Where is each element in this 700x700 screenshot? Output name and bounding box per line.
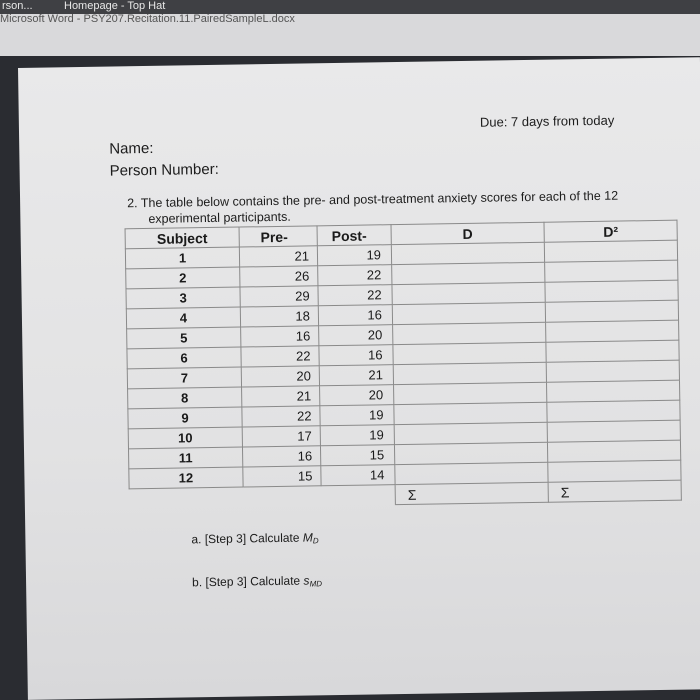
- sum-spacer: [129, 487, 243, 509]
- pre-score-cell: 26: [240, 266, 318, 287]
- d-cell[interactable]: [392, 262, 545, 284]
- d-squared-cell[interactable]: [546, 360, 679, 382]
- due-date: Due: 7 days from today: [479, 112, 615, 130]
- document-page: [18, 57, 700, 700]
- person-number-label: Person Number:: [109, 160, 219, 180]
- subject-cell: 10: [128, 427, 242, 449]
- pre-score-cell: 17: [242, 426, 320, 447]
- subject-cell: 8: [128, 387, 242, 409]
- std-error-subscript: MD: [309, 579, 323, 589]
- d-squared-cell[interactable]: [547, 440, 680, 462]
- d-squared-cell[interactable]: [545, 280, 678, 302]
- post-score-cell: 21: [319, 365, 393, 386]
- tab-left[interactable]: rson...: [2, 0, 33, 12]
- post-score-cell: 19: [320, 405, 394, 426]
- subquestion-a: [191, 530, 318, 547]
- pre-score-cell: 22: [242, 406, 320, 427]
- header-pre: Pre-: [239, 226, 317, 247]
- mean-d-symbol: M: [302, 530, 313, 545]
- sum-spacer: [321, 485, 395, 506]
- d-cell[interactable]: [393, 362, 546, 384]
- subquestion-b: [192, 573, 322, 590]
- post-score-cell: 16: [319, 345, 393, 366]
- d-squared-cell[interactable]: [546, 340, 679, 362]
- subject-cell: 6: [127, 347, 241, 369]
- d-cell[interactable]: [394, 442, 547, 464]
- post-score-cell: 22: [318, 265, 392, 286]
- pre-score-cell: 18: [240, 306, 318, 327]
- d-squared-cell[interactable]: [547, 420, 680, 442]
- sum-spacer: [243, 486, 321, 507]
- browser-bar: [0, 0, 700, 56]
- sum-d-squared-cell[interactable]: Σ: [548, 480, 681, 502]
- pre-score-cell: 21: [239, 246, 317, 267]
- tab-homepage[interactable]: Homepage - Top Hat: [64, 0, 166, 12]
- d-cell[interactable]: [392, 302, 545, 324]
- pre-score-cell: 16: [241, 326, 319, 347]
- d-cell[interactable]: [394, 382, 547, 404]
- mean-d-subscript: D: [312, 536, 319, 546]
- post-score-cell: 20: [319, 325, 393, 346]
- pre-score-cell: 15: [243, 466, 321, 487]
- subject-cell: 7: [127, 367, 241, 389]
- d-cell[interactable]: [393, 322, 546, 344]
- d-cell[interactable]: [394, 422, 547, 444]
- post-score-cell: 19: [320, 425, 394, 446]
- pre-score-cell: 22: [241, 346, 319, 367]
- d-cell[interactable]: [391, 242, 544, 264]
- subject-cell: 3: [126, 287, 240, 309]
- std-error-symbol: s: [303, 573, 310, 588]
- d-cell[interactable]: [394, 402, 547, 424]
- d-squared-cell[interactable]: [544, 240, 677, 262]
- subject-cell: 4: [126, 307, 240, 329]
- post-score-cell: 15: [320, 445, 394, 466]
- post-score-cell: 16: [318, 305, 392, 326]
- d-squared-cell[interactable]: [545, 300, 678, 322]
- pre-score-cell: 16: [242, 446, 320, 467]
- scores-table: [125, 220, 682, 510]
- subject-cell: 12: [129, 467, 243, 489]
- post-score-cell: 14: [321, 465, 395, 486]
- post-score-cell: 20: [320, 385, 394, 406]
- post-score-cell: 19: [317, 245, 391, 266]
- d-squared-cell[interactable]: [547, 400, 680, 422]
- d-cell[interactable]: [392, 282, 545, 304]
- post-score-cell: 22: [318, 285, 392, 306]
- d-squared-cell[interactable]: [547, 380, 680, 402]
- subject-cell: 5: [127, 327, 241, 349]
- question-line-2: experimental participants.: [148, 209, 291, 226]
- subquestion-a-text: a. [Step 3] Calculate: [191, 530, 303, 547]
- d-squared-cell[interactable]: [546, 320, 679, 342]
- subquestion-b-text: b. [Step 3] Calculate: [191, 573, 304, 590]
- d-cell[interactable]: [395, 462, 548, 484]
- d-cell[interactable]: [393, 342, 546, 364]
- pre-score-cell: 29: [240, 286, 318, 307]
- d-squared-cell[interactable]: [548, 460, 681, 482]
- question-line-1: 2. The table below contains the pre- and post-treatment anxiety scores for each of the 12: [127, 188, 619, 211]
- tab-strip: [0, 0, 700, 14]
- pre-score-cell: 20: [241, 366, 319, 387]
- header-d: D: [391, 222, 544, 244]
- subject-cell: 2: [126, 267, 240, 289]
- name-label: Name:: [109, 139, 154, 158]
- sum-d-cell[interactable]: Σ: [395, 482, 548, 504]
- header-subject: Subject: [125, 227, 239, 249]
- header-d-squared: D²: [544, 220, 677, 242]
- subject-cell: 1: [125, 247, 239, 269]
- d-squared-cell[interactable]: [545, 260, 678, 282]
- pre-score-cell: 21: [242, 386, 320, 407]
- subject-cell: 11: [128, 447, 242, 469]
- subject-cell: 9: [128, 407, 242, 429]
- header-post: Post-: [317, 225, 391, 246]
- document-title: Microsoft Word - PSY207.Recitation.11.PairedSampleL.docx: [0, 13, 295, 25]
